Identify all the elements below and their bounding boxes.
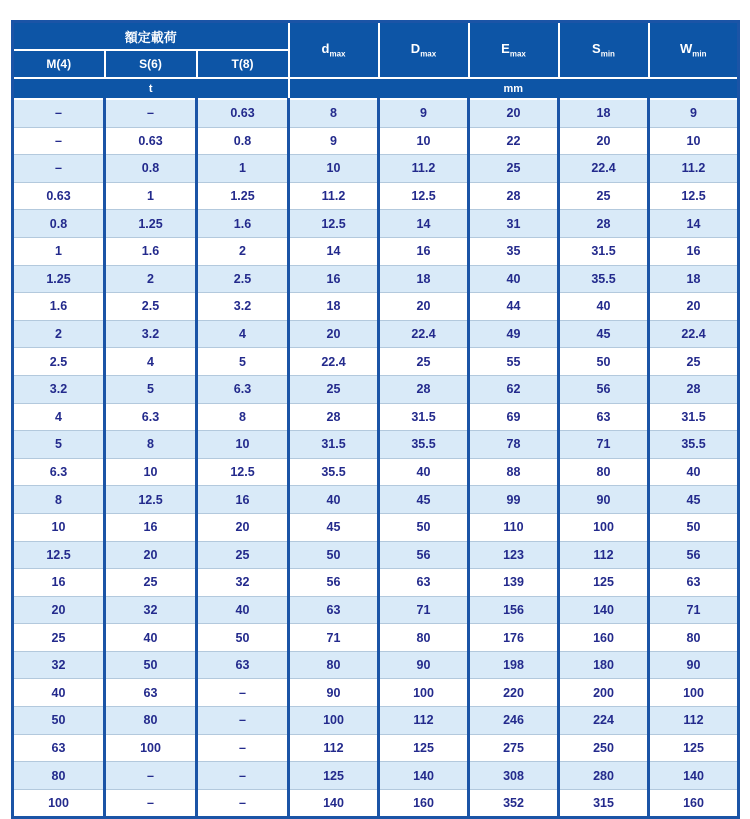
cell: 5 (13, 431, 105, 459)
cell: 308 (469, 762, 559, 790)
cell: 220 (469, 679, 559, 707)
unit-mm-header: mm (289, 78, 739, 99)
cell: 50 (105, 651, 197, 679)
cell: 20 (649, 293, 739, 321)
cell: 10 (197, 431, 289, 459)
table-row (13, 624, 739, 652)
cell: 20 (13, 596, 105, 624)
cell: 100 (105, 734, 197, 762)
cell: 1.25 (197, 182, 289, 210)
cell: 40 (289, 486, 379, 514)
cell: 31.5 (289, 431, 379, 459)
cell: – (13, 99, 105, 127)
col-header-subscript: max (329, 49, 346, 59)
cell: 11.2 (379, 155, 469, 183)
cell: 16 (379, 237, 469, 265)
cell: 40 (105, 624, 197, 652)
cell: 32 (105, 596, 197, 624)
cell: 1.6 (13, 293, 105, 321)
cell: 11.2 (289, 182, 379, 210)
cell: 40 (379, 458, 469, 486)
table-row (13, 707, 739, 735)
table-row (13, 458, 739, 486)
cell: 140 (559, 596, 649, 624)
cell: 10 (105, 458, 197, 486)
cell: 125 (559, 569, 649, 597)
table-body (13, 99, 739, 818)
col-header-t8: T(8) (197, 50, 289, 78)
cell: 125 (289, 762, 379, 790)
cell: 56 (379, 541, 469, 569)
table-row (13, 99, 739, 127)
cell: 45 (559, 320, 649, 348)
cell: 25 (289, 375, 379, 403)
cell: 28 (649, 375, 739, 403)
col-header-S-min (559, 22, 649, 79)
cell: 22.4 (559, 155, 649, 183)
cell: 156 (469, 596, 559, 624)
cell: – (105, 789, 197, 818)
cell: 31.5 (559, 237, 649, 265)
cell: 56 (289, 569, 379, 597)
cell: 0.63 (13, 182, 105, 210)
cell: 28 (559, 210, 649, 238)
table-row (13, 320, 739, 348)
cell: 0.8 (13, 210, 105, 238)
cell: 0.63 (105, 127, 197, 155)
cell: 112 (649, 707, 739, 735)
cell: 250 (559, 734, 649, 762)
cell: 63 (379, 569, 469, 597)
table-row (13, 679, 739, 707)
cell: 10 (13, 513, 105, 541)
spec-table (11, 20, 740, 819)
cell: 40 (649, 458, 739, 486)
cell: 20 (559, 127, 649, 155)
cell: 78 (469, 431, 559, 459)
cell: 139 (469, 569, 559, 597)
cell: 20 (379, 293, 469, 321)
cell: 3.2 (105, 320, 197, 348)
table-row (13, 155, 739, 183)
cell: 50 (559, 348, 649, 376)
cell: 28 (289, 403, 379, 431)
cell: 280 (559, 762, 649, 790)
cell: 90 (559, 486, 649, 514)
cell: 31.5 (649, 403, 739, 431)
cell: 1 (105, 182, 197, 210)
cell: 9 (649, 99, 739, 127)
cell: 6.3 (13, 458, 105, 486)
cell: 35.5 (379, 431, 469, 459)
cell: 12.5 (289, 210, 379, 238)
table-row (13, 734, 739, 762)
cell: 12.5 (649, 182, 739, 210)
col-header-m4: M(4) (13, 50, 105, 78)
cell: 55 (469, 348, 559, 376)
cell: 8 (289, 99, 379, 127)
cell: 56 (649, 541, 739, 569)
cell: 14 (289, 237, 379, 265)
cell: 14 (379, 210, 469, 238)
cell: 16 (649, 237, 739, 265)
table-row (13, 265, 739, 293)
cell: 63 (559, 403, 649, 431)
cell: 10 (379, 127, 469, 155)
cell: 16 (289, 265, 379, 293)
cell: 45 (289, 513, 379, 541)
cell: 1.6 (105, 237, 197, 265)
cell: 112 (379, 707, 469, 735)
cell: 50 (649, 513, 739, 541)
cell: 99 (469, 486, 559, 514)
cell: 22.4 (379, 320, 469, 348)
cell: 10 (289, 155, 379, 183)
cell: 200 (559, 679, 649, 707)
cell: 2 (197, 237, 289, 265)
table-row (13, 210, 739, 238)
cell: 63 (289, 596, 379, 624)
table-row (13, 541, 739, 569)
cell: 22.4 (289, 348, 379, 376)
cell: 71 (379, 596, 469, 624)
cell: 6.3 (197, 375, 289, 403)
cell: 25 (469, 155, 559, 183)
table-row (13, 569, 739, 597)
cell: 2.5 (105, 293, 197, 321)
cell: 275 (469, 734, 559, 762)
cell: 8 (105, 431, 197, 459)
cell: 45 (649, 486, 739, 514)
cell: 71 (559, 431, 649, 459)
col-header-E-max (469, 22, 559, 79)
cell: 63 (13, 734, 105, 762)
cell: 35.5 (559, 265, 649, 293)
cell: 80 (105, 707, 197, 735)
cell: 315 (559, 789, 649, 818)
cell: 6.3 (105, 403, 197, 431)
cell: 80 (559, 458, 649, 486)
cell: 20 (469, 99, 559, 127)
cell: 50 (379, 513, 469, 541)
cell: 5 (197, 348, 289, 376)
col-header-base: E (501, 41, 510, 57)
cell: 11.2 (649, 155, 739, 183)
cell: 71 (289, 624, 379, 652)
header-row-units (13, 78, 739, 99)
cell: 100 (289, 707, 379, 735)
cell: 45 (379, 486, 469, 514)
cell: 20 (289, 320, 379, 348)
cell: 180 (559, 651, 649, 679)
table-row (13, 651, 739, 679)
cell: 18 (559, 99, 649, 127)
cell: 140 (649, 762, 739, 790)
cell: 8 (197, 403, 289, 431)
cell: 100 (559, 513, 649, 541)
table-row (13, 403, 739, 431)
cell: – (197, 679, 289, 707)
col-header-base: S (592, 41, 601, 57)
cell: 2.5 (197, 265, 289, 293)
cell: 140 (289, 789, 379, 818)
col-header-subscript: max (420, 49, 437, 59)
cell: 80 (13, 762, 105, 790)
col-header-subscript: min (692, 49, 707, 59)
cell: 160 (559, 624, 649, 652)
cell: – (197, 789, 289, 818)
cell: 160 (379, 789, 469, 818)
table-row (13, 127, 739, 155)
table-row (13, 513, 739, 541)
col-header-W-min (649, 22, 739, 79)
cell: 110 (469, 513, 559, 541)
cell: 32 (13, 651, 105, 679)
cell: 20 (105, 541, 197, 569)
cell: 25 (379, 348, 469, 376)
rated-load-header: 額定載荷 (13, 22, 289, 51)
cell: 1.25 (105, 210, 197, 238)
cell: 3.2 (13, 375, 105, 403)
cell: 28 (379, 375, 469, 403)
cell: 18 (379, 265, 469, 293)
cell: 50 (197, 624, 289, 652)
cell: 160 (649, 789, 739, 818)
table-row (13, 293, 739, 321)
cell: – (197, 762, 289, 790)
cell: 16 (197, 486, 289, 514)
cell: 176 (469, 624, 559, 652)
col-header-base: W (679, 41, 693, 57)
cell: 18 (649, 265, 739, 293)
cell: 0.63 (197, 99, 289, 127)
cell: 40 (559, 293, 649, 321)
cell: 25 (197, 541, 289, 569)
table-header (13, 22, 739, 100)
cell: 63 (197, 651, 289, 679)
col-header-D-max (379, 22, 469, 79)
cell: 352 (469, 789, 559, 818)
col-header-base: D (410, 41, 421, 57)
col-header-base: d (321, 41, 330, 57)
cell: 4 (105, 348, 197, 376)
col-header-d-max (289, 22, 379, 79)
cell: 69 (469, 403, 559, 431)
cell: 71 (649, 596, 739, 624)
cell: 16 (13, 569, 105, 597)
cell: 90 (379, 651, 469, 679)
cell: 49 (469, 320, 559, 348)
cell: 4 (197, 320, 289, 348)
cell: 2 (13, 320, 105, 348)
cell: 1 (197, 155, 289, 183)
cell: 35 (469, 237, 559, 265)
cell: 12.5 (197, 458, 289, 486)
cell: 50 (13, 707, 105, 735)
cell: 1.6 (197, 210, 289, 238)
cell: 80 (379, 624, 469, 652)
cell: 18 (289, 293, 379, 321)
cell: 40 (197, 596, 289, 624)
table-row (13, 237, 739, 265)
table-row (13, 348, 739, 376)
cell: 9 (379, 99, 469, 127)
cell: 40 (13, 679, 105, 707)
unit-t-header: t (13, 78, 289, 99)
cell: 63 (105, 679, 197, 707)
cell: 90 (649, 651, 739, 679)
cell: – (197, 734, 289, 762)
cell: 80 (289, 651, 379, 679)
table-row (13, 596, 739, 624)
cell: 32 (197, 569, 289, 597)
cell: – (197, 707, 289, 735)
cell: 44 (469, 293, 559, 321)
cell: 62 (469, 375, 559, 403)
cell: 198 (469, 651, 559, 679)
cell: 31.5 (379, 403, 469, 431)
cell: 35.5 (649, 431, 739, 459)
cell: 8 (13, 486, 105, 514)
cell: 20 (197, 513, 289, 541)
cell: 100 (13, 789, 105, 818)
col-header-subscript: min (600, 49, 615, 59)
cell: – (13, 127, 105, 155)
cell: 0.8 (197, 127, 289, 155)
cell: – (13, 155, 105, 183)
cell: 1.25 (13, 265, 105, 293)
table-row (13, 486, 739, 514)
cell: 63 (649, 569, 739, 597)
cell: 80 (649, 624, 739, 652)
cell: 125 (379, 734, 469, 762)
col-header-subscript: max (509, 49, 526, 59)
table-row (13, 431, 739, 459)
cell: – (105, 99, 197, 127)
cell: 88 (469, 458, 559, 486)
cell: 1 (13, 237, 105, 265)
cell: 50 (289, 541, 379, 569)
cell: 4 (13, 403, 105, 431)
cell: 12.5 (13, 541, 105, 569)
cell: 35.5 (289, 458, 379, 486)
cell: 112 (289, 734, 379, 762)
table-row (13, 789, 739, 818)
cell: 0.8 (105, 155, 197, 183)
cell: 140 (379, 762, 469, 790)
cell: 12.5 (379, 182, 469, 210)
cell: 10 (649, 127, 739, 155)
table-row (13, 762, 739, 790)
cell: 56 (559, 375, 649, 403)
cell: 25 (13, 624, 105, 652)
cell: 14 (649, 210, 739, 238)
cell: 25 (105, 569, 197, 597)
cell: 90 (289, 679, 379, 707)
cell: 3.2 (197, 293, 289, 321)
cell: 22.4 (649, 320, 739, 348)
table-row (13, 182, 739, 210)
cell: – (105, 762, 197, 790)
cell: 16 (105, 513, 197, 541)
cell: 5 (105, 375, 197, 403)
cell: 28 (469, 182, 559, 210)
col-header-s6: S(6) (105, 50, 197, 78)
cell: 224 (559, 707, 649, 735)
cell: 123 (469, 541, 559, 569)
cell: 112 (559, 541, 649, 569)
cell: 125 (649, 734, 739, 762)
cell: 2 (105, 265, 197, 293)
cell: 100 (649, 679, 739, 707)
cell: 25 (649, 348, 739, 376)
cell: 22 (469, 127, 559, 155)
header-row-rated-load (13, 22, 739, 51)
cell: 31 (469, 210, 559, 238)
cell: 2.5 (13, 348, 105, 376)
cell: 9 (289, 127, 379, 155)
cell: 25 (559, 182, 649, 210)
cell: 246 (469, 707, 559, 735)
cell: 40 (469, 265, 559, 293)
cell: 100 (379, 679, 469, 707)
table-row (13, 375, 739, 403)
cell: 12.5 (105, 486, 197, 514)
